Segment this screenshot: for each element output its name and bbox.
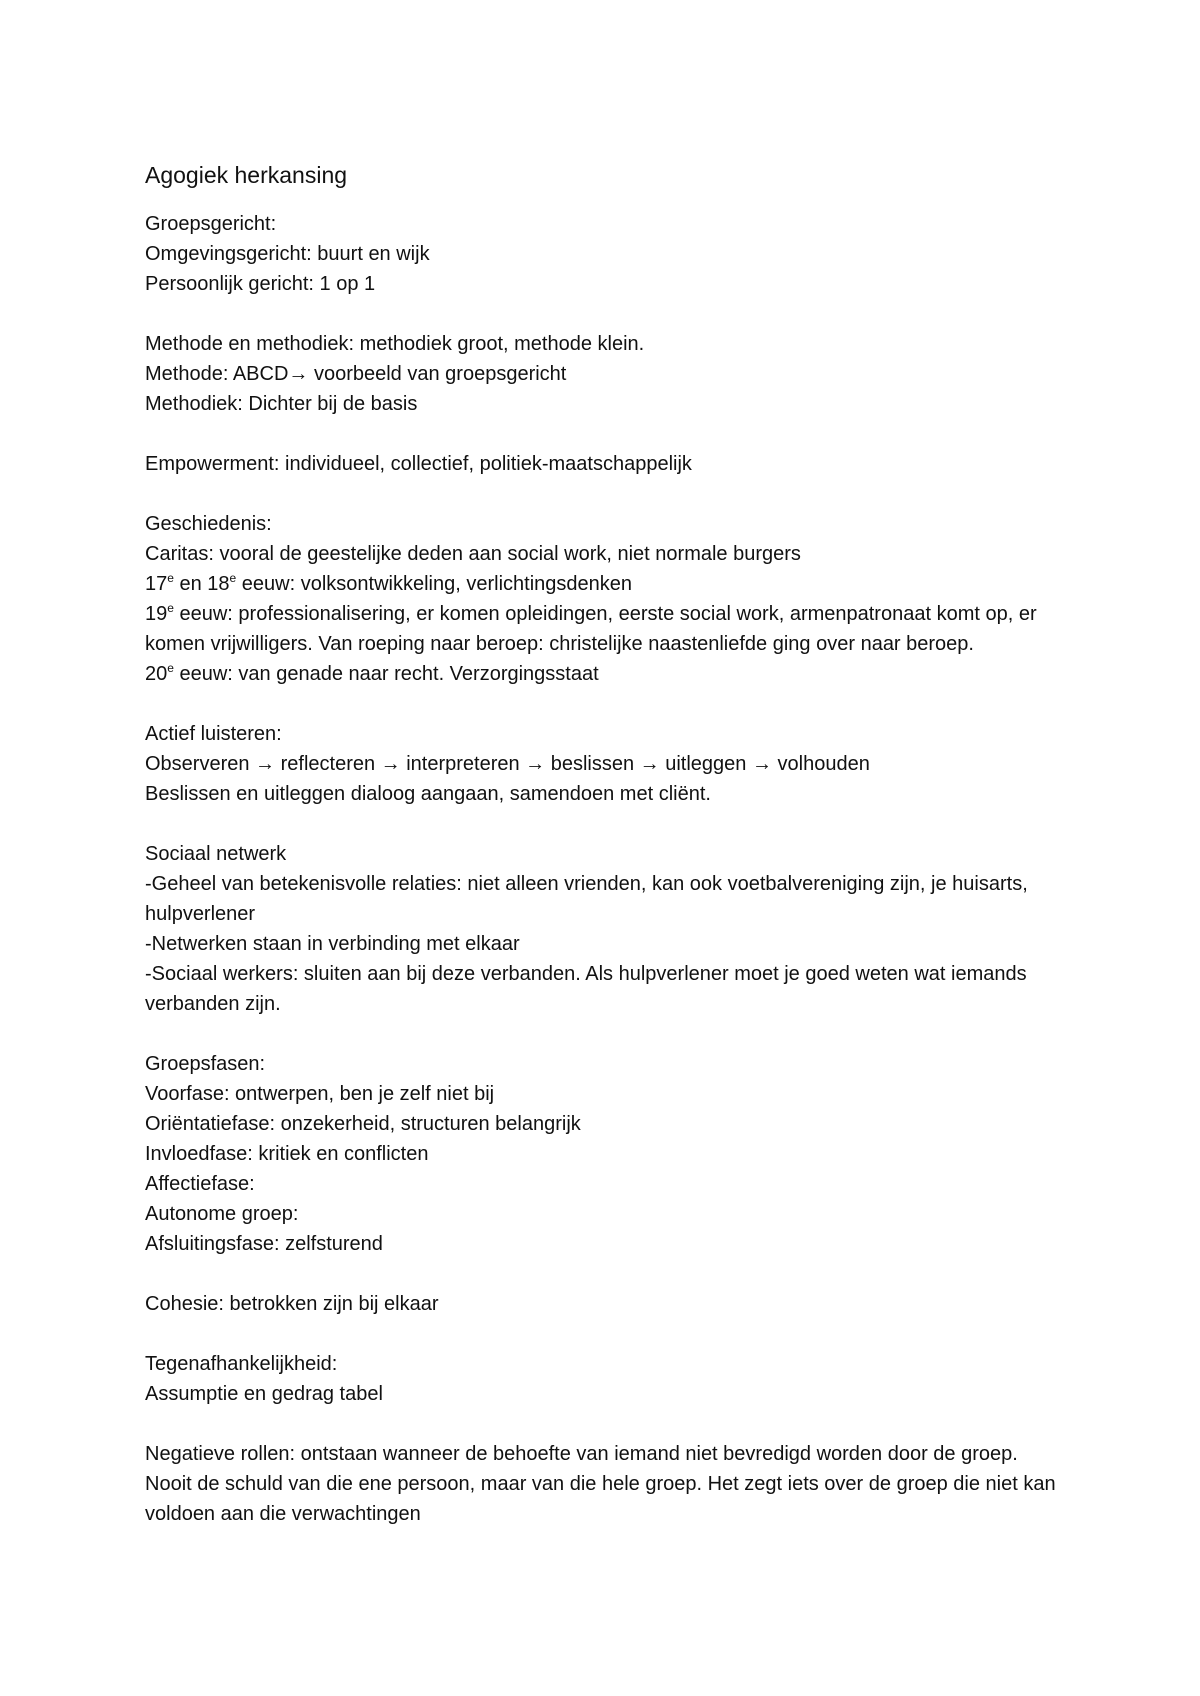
text-line-19e-eeuw — [145, 599, 1065, 659]
text-line: Methode: ABCD→ voorbeeld van groepsgericht — [145, 363, 567, 385]
text-line: Invloedfase: kritiek en conflicten — [145, 1143, 429, 1165]
text-line: Assumptie en gedrag tabel — [145, 1383, 383, 1405]
text-rest: eeuw: volksontwikkeling, verlichtingsdenken — [236, 573, 632, 595]
text-line: Negatieve rollen: ontstaan wanneer de behoefte van iemand niet bevredigd worden door de groep. Nooit de schuld van die ene persoon, maar van die hele groep. Het zegt iets over de groep die niet kan voldoen aan die verwachtingen — [145, 1443, 1056, 1525]
section-heading: Actief luisteren: — [145, 723, 282, 745]
text-rest: eeuw: van genade naar recht. Verzorgingsstaat — [173, 663, 599, 685]
section-empowerment — [145, 449, 1065, 479]
text-line: -Sociaal werkers: sluiten aan bij deze verbanden. Als hulpverlener moet je goed weten wat iemands verbanden zijn. — [145, 963, 1027, 1015]
section-negatieve-rollen — [145, 1439, 1065, 1529]
text-line: Observeren → reflecteren → interpreteren → beslissen → uitleggen → volhouden — [145, 753, 870, 775]
text-line: Beslissen en uitleggen dialoog aangaan, samendoen met cliënt. — [145, 783, 711, 805]
century-20: 20 — [145, 663, 168, 685]
document-title: Agogiek herkansing — [145, 162, 348, 188]
text-line: Empowerment: individueel, collectief, politiek-maatschappelijk — [145, 453, 692, 475]
text-line-17e-18e-eeuw — [145, 569, 1065, 599]
text-line: Affectiefase: — [145, 1173, 255, 1195]
section-heading: Groepsfasen: — [145, 1053, 266, 1075]
section-heading: Geschiedenis: — [145, 513, 272, 535]
text-line: Methode en methodiek: methodiek groot, methode klein. — [145, 333, 645, 355]
text-line: Afsluitingsfase: zelfsturend — [145, 1233, 383, 1255]
text-line: Methodiek: Dichter bij de basis — [145, 393, 418, 415]
text-line: Autonome groep: — [145, 1203, 299, 1225]
superscript: e — [229, 571, 237, 585]
section-heading: Sociaal netwerk — [145, 843, 287, 865]
text-line: Oriëntatiefase: onzekerheid, structuren belangrijk — [145, 1113, 581, 1135]
section-heading: Tegenafhankelijkheid: — [145, 1353, 338, 1375]
section-cohesie — [145, 1289, 1065, 1319]
superscript: e — [167, 571, 174, 585]
text-line: -Netwerken staan in verbinding met elkaar — [145, 933, 520, 955]
text-line: -Geheel van betekenisvolle relaties: niet alleen vrienden, kan ook voetbalvereniging zijn, je huisarts, hulpverlener — [145, 873, 1028, 925]
century-18: en 18 — [173, 573, 230, 595]
superscript: e — [167, 601, 174, 615]
text-rest: eeuw: professionalisering, er komen opleidingen, eerste social work, armenpatronaat komt op, er komen vrijwilligers. Van roeping naar beroep: christelijke naastenliefde ging over naar beroep. — [145, 603, 1037, 655]
text-line: Voorfase: ontwerpen, ben je zelf niet bij — [145, 1083, 495, 1105]
century-19: 19 — [145, 603, 168, 625]
section-geschiedenis — [145, 509, 1065, 689]
section-tegenafhankelijkheid — [145, 1349, 1065, 1409]
century-17: 17 — [145, 573, 168, 595]
document-page — [145, 160, 1065, 1559]
text-line: Cohesie: betrokken zijn bij elkaar — [145, 1293, 439, 1315]
section-groepsfasen — [145, 1049, 1065, 1259]
text-line: Groepsgericht: — [145, 213, 277, 235]
section-sociaal-netwerk — [145, 839, 1065, 1019]
text-line: Persoonlijk gericht: 1 op 1 — [145, 273, 376, 295]
text-line: Omgevingsgericht: buurt en wijk — [145, 243, 430, 265]
text-line: Caritas: vooral de geestelijke deden aan social work, niet normale burgers — [145, 543, 801, 565]
section-methode — [145, 329, 1065, 419]
section-groepsgericht — [145, 209, 1065, 299]
superscript: e — [167, 661, 174, 675]
text-line-20e-eeuw — [145, 659, 1065, 689]
section-actief-luisteren — [145, 719, 1065, 809]
